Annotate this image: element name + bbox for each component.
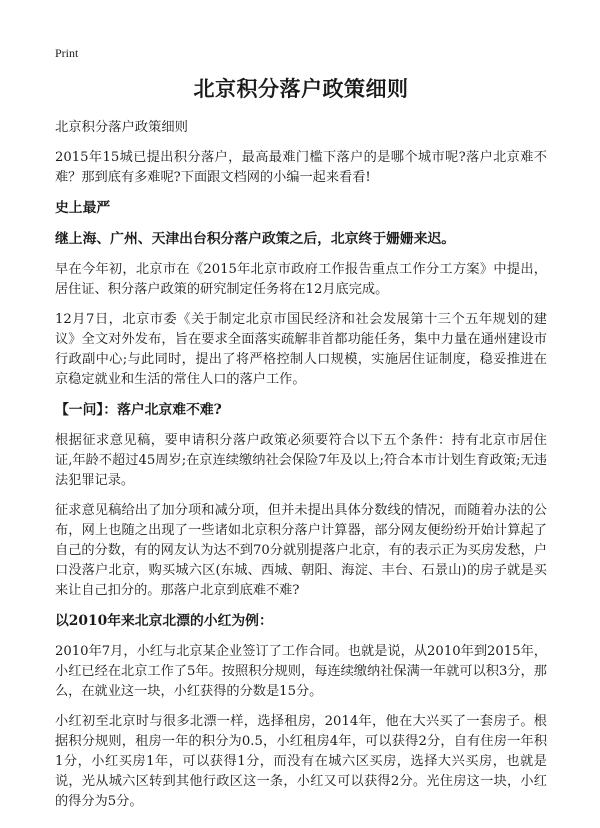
heading-question-1: 【一问】：落户北京难不难? xyxy=(55,402,222,418)
paragraph-intro: 2015年15城已提出积分落户，最高最难门槛下落户的是哪个城市呢?落户北京难不难？那到底有多难呢?下面跟文档网的小编一起来看看! xyxy=(55,150,547,185)
paragraph-2010: 2010年7月，小红与北京某企业签订了工作合同。也就是说，从2010年到2015年，小红已经在北京工作了5年。按照积分规则，每连续缴纳社保满一年就可以积3分，那么，在就业这一块，小红获得的分数是15分。 xyxy=(55,644,547,699)
paragraph-conditions: 根据征求意见稿，要申请积分落户政策必须要符合以下五个条件：持有北京市居住证,年龄不超过45周岁;在京连续缴纳社会保险7年及以上;符合本市计划生育政策;无违法犯罪记录。 xyxy=(55,433,547,488)
heading-strictest: 史上最严 xyxy=(55,200,111,216)
article xyxy=(55,74,547,822)
article-subtitle: 北京积分落户政策细则 xyxy=(55,120,188,135)
page-title: 北京积分落户政策细则 xyxy=(193,76,409,101)
heading-example: 以2010年来北京北漂的小红为例： xyxy=(55,613,273,629)
heading-finally: 继上海、广州、天津出台积分落户政策之后，北京终于姗姗来迟。 xyxy=(55,231,456,247)
paragraph-housing: 小红初至北京时与很多北漂一样，选择租房，2014年，他在大兴买了一套房子。根据积分规则，租房一年的积分为0.5，小红租房4年，可以获得2分，自有住房一年积1分，小红买房1年，可以获得1分，而没有在城六区买房，选择大兴买房，也就是说，光从城六区转到其他行政区这一条，小红又可以获得2分。光住房这一块，小红的得分为5分。 xyxy=(55,714,547,809)
paragraph-early: 早在今年初，北京市在《2015年北京市政府工作报告重点工作分工方案》中提出，居住证、积分落户政策的研究制定任务将在12月底完成。 xyxy=(55,262,547,297)
paragraph-dec7: 12月7日，北京市委《关于制定北京市国民经济和社会发展第十三个五年规划的建议》全文对外发布，旨在要求全面落实疏解非首都功能任务，集中力量在通州建设市行政副中心;与此同时，提出了将严格控制人口规模，实施居住证制度，稳妥推进在京稳定就业和生活的常住人口的落户工作。 xyxy=(55,312,547,387)
print-link[interactable]: Print xyxy=(55,46,79,60)
paragraph-calculation: 征求意见稿给出了加分项和减分项，但并未提出具体分数线的情况，而随着办法的公布，网上也随之出现了一些诸如北京积分落户计算器，部分网友便纷纷开始计算起了自己的分数，有的网友认为达不到70分就别提落户北京，有的表示正为买房发愁，户口没落户北京，购买城六区(东城、西城、朝阳、海淀、丰台、石景山)的房子就是买来让自己扣分的。那落户北京到底难不难? xyxy=(55,503,547,598)
